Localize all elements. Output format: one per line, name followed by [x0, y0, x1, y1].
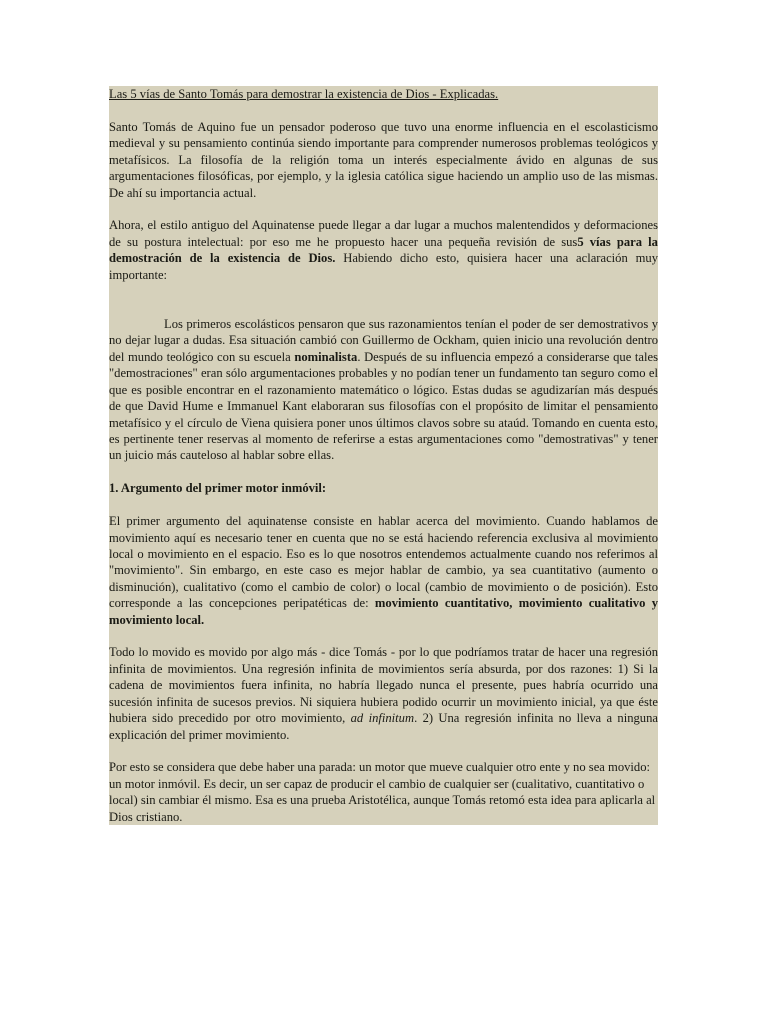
- paragraph-regression-italic: ad infinitum: [350, 711, 415, 726]
- paragraph-scholastics: [109, 316, 658, 464]
- paragraph-revision-bold: 5 vías para la demostración de la existencia de Dios.: [109, 234, 658, 266]
- paragraph-revision-tail: Habiendo dicho esto, quisiera hacer una aclaración muy importante:: [109, 251, 658, 282]
- paragraph-unmoved-mover-text: Por esto se considera que debe haber una parada: un motor que mueve cualquier otro ente y no sea movido: un motor inmóvil. Es decir, un ser capaz de producir el cambio de cualquier ser (cualitativo, cuantitativo o local) sin cambiar él mismo. Esa es una prueba Aristotélica, aunque Tomás retomó esta idea para aplicarla al Dios cristiano.: [109, 760, 656, 824]
- paragraph-intro-text: Santo Tomás de Aquino fue un pensador poderoso que tuvo una enorme influencia en el escolasticismo medieval y su pensamiento continúa siendo importante para comprender numerosos problemas teológicos y metafísicos. La filosofía de la religión toma un interés especialmente ávido en algunas de sus argumentaciones filosóficas, por ejemplo, y la iglesia católica sigue haciendo un amplio uso de las mismas. De ahí su importancia actual.: [109, 119, 658, 200]
- paragraph-scholastics-text: Los primeros escolásticos pensaron que sus razonamientos tenían el poder de ser demostrativos y no dejar lugar a dudas. Esa situación cambió con Guillermo de Ockham, quien inicio una revolución dentro del mundo teológico con su escuela: [109, 317, 658, 364]
- paragraph-scholastics-bold: nominalista: [294, 349, 358, 364]
- paragraph-motion: [109, 513, 658, 628]
- paragraph-scholastics-tail: . Después de su influencia empezó a considerarse que tales "demostraciones" eran sólo argumentaciones probables y no podían tener un fundamento tan seguro como el que es posible encontrar en el razonamiento matemático o lógico. Estas dudas se agudizarían más después de que David Hume e Immanuel Kant elaboraran sus filosofías con el propósito de limitar el pensamiento metafísico y el círculo de Viena quisiera poner unos últimos clavos sobre su ataúd. Tomando en cuenta esto, es pertinente tener reservas al momento de referirse a estas argumentaciones como "demostrativas" y tener un juicio más cauteloso al hablar sobre ellas.: [109, 349, 658, 463]
- paragraph-intro: [109, 119, 658, 201]
- paragraph-regression-text: Todo lo movido es movido por algo más - dice Tomás - por lo que podríamos tratar de hacer una regresión infinita de movimientos. Una regresión infinita de movimientos sería absurda, por dos razones: 1) Si la cadena de movimientos fuera infinita, no habría llegado nunca el presente, pues habría ocurrido una sucesión infinita de sucesos previos. Ni siquiera hubiera podido ocurrir un movimiento inicial, ya que éste hubiera sido precedido por otro movimiento,: [109, 645, 658, 726]
- paragraph-revision-text: Ahora, el estilo antiguo del Aquinatense puede llegar a dar lugar a muchos malentendidos y deformaciones de su postura intelectual: por eso me he propuesto hacer una pequeña revisión de sus: [109, 218, 658, 249]
- paragraph-revision: [109, 217, 658, 283]
- paragraph-unmoved-mover: [109, 759, 658, 825]
- paragraph-motion-bold: movimiento cuantitativo, movimiento cualitativo y movimiento local.: [109, 596, 658, 627]
- paragraph-motion-text: El primer argumento del aquinatense consiste en hablar acerca del movimiento. Cuando hablamos de movimiento aquí es necesario tener en cuenta que no se está haciendo referencia exclusiva al movimiento local o movimiento en el espacio. Eso es lo que nosotros entendemos actualmente cuando nos referimos al "movimiento". Sin embargo, en este caso es mejor hablar de cambio, ya sea cuantitativo (aumento o disminución), cualitativo (como el cambio de color) o local (cambio de movimiento o de posición). Esto corresponde a las concepciones peripatéticas de:: [109, 514, 658, 611]
- section-heading-first-mover: 1. Argumento del primer motor inmóvil:: [109, 481, 327, 496]
- document-title: Las 5 vías de Santo Tomás para demostrar la existencia de Dios - Explicadas.: [109, 87, 499, 101]
- paragraph-regression-tail: . 2) Una regresión infinita no lleva a ninguna explicación del primer movimiento.: [109, 711, 658, 742]
- document-page: [109, 86, 658, 825]
- paragraph-regression: [109, 644, 658, 742]
